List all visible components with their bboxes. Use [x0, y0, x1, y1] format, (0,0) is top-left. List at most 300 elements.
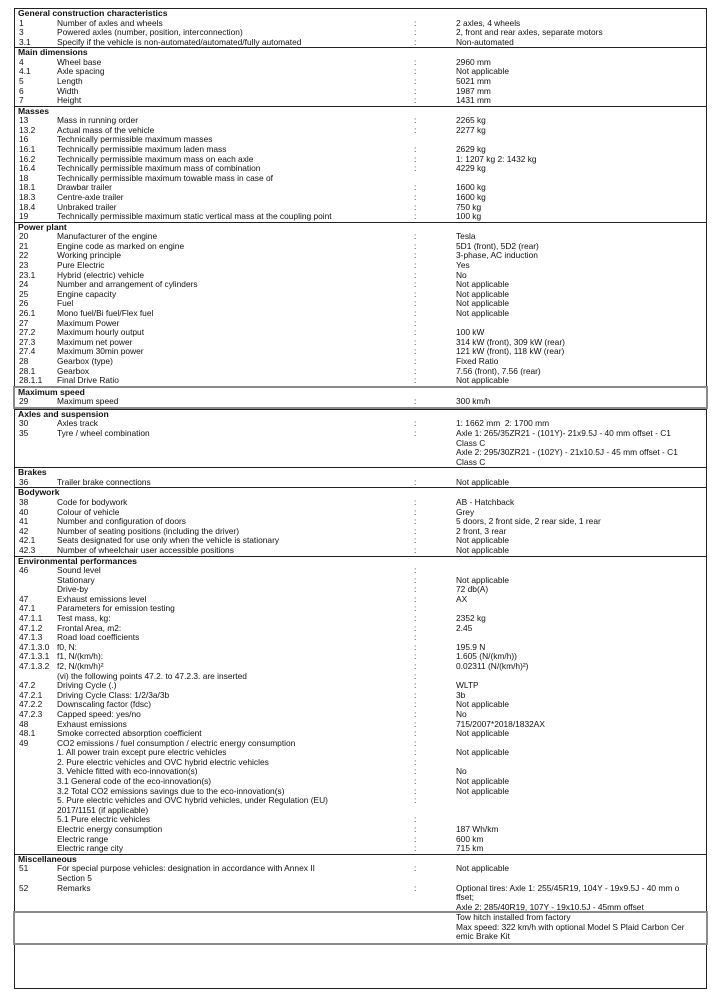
item-label: Unbraked trailer: [57, 202, 117, 212]
item-number: 38: [19, 496, 29, 507]
section-heading: General construction characteristics: [18, 8, 168, 18]
item-number: 42.1: [19, 535, 36, 546]
separator: :: [414, 565, 417, 575]
separator: :: [414, 574, 417, 585]
separator: :: [414, 279, 417, 290]
item-number: 26: [19, 298, 29, 309]
spec-row: [15, 87, 706, 97]
item-value: 100 kg: [456, 212, 482, 222]
item-value: 1600 kg: [456, 193, 486, 202]
spec-row: [15, 614, 706, 624]
certificate-page: [14, 8, 707, 989]
separator: :: [414, 699, 417, 710]
item-label: Maximum net power: [57, 337, 133, 347]
item-label: Electric range: [57, 834, 109, 844]
spec-row: [15, 884, 706, 913]
item-value: 2629 kg: [456, 145, 486, 155]
item-label: Engine capacity: [57, 289, 117, 299]
item-number: 24: [19, 279, 29, 290]
item-value: 715 km: [456, 844, 484, 854]
separator: :: [414, 737, 417, 748]
separator: [414, 135, 456, 145]
separator: :: [414, 833, 417, 844]
item-value: Not applicable: [456, 786, 510, 796]
spec-row: [15, 624, 706, 634]
item-label: Gearbox (type): [57, 357, 113, 366]
spec-row: [15, 145, 706, 155]
spec-row: [15, 419, 706, 429]
spec-row: [15, 38, 706, 48]
item-label: Maximum Power: [57, 318, 120, 328]
item-value: Not applicable: [456, 289, 510, 299]
item-label: Width: [57, 86, 79, 96]
item-number: 7: [19, 95, 24, 106]
item-label: Axle spacing: [57, 67, 105, 77]
item-number: 28.1: [19, 365, 36, 376]
item-number: 22: [19, 250, 29, 261]
item-value: [456, 135, 706, 145]
item-label: Number and configuration of doors: [57, 517, 186, 527]
item-label: Test mass, kg:: [57, 613, 111, 623]
spec-row: [15, 397, 706, 407]
item-value: Not applicable: [456, 545, 510, 555]
item-value: Not applicable: [456, 729, 510, 739]
spec-row: [15, 155, 706, 165]
item-value: 600 km: [456, 834, 484, 844]
spec-row: [15, 367, 706, 377]
item-value: WLTP: [456, 681, 479, 691]
item-label: Frontal Area, m2:: [57, 623, 122, 633]
item-value: 3b: [456, 690, 466, 700]
spec-row: [15, 585, 706, 595]
item-value: 2352 kg: [456, 613, 486, 623]
spec-row: [15, 864, 706, 874]
item-number: 48.1: [19, 728, 36, 739]
spec-row: [15, 232, 706, 242]
spec-row: [15, 429, 706, 467]
separator: :: [414, 269, 417, 280]
item-number: 27.2: [19, 327, 36, 338]
separator: :: [414, 584, 417, 595]
item-number: 47.1.2: [19, 622, 43, 633]
item-number: 23: [19, 260, 29, 271]
section-heading: Brakes: [18, 467, 47, 478]
spec-row: [15, 58, 706, 68]
item-label: Number and arrangement of cylinders: [57, 280, 198, 290]
spec-row: [15, 748, 706, 758]
spec-row: [15, 251, 706, 261]
item-label: Technically permissible maximum mass of combination: [57, 164, 261, 174]
item-value: 2.45: [456, 623, 473, 633]
spec-row: [15, 135, 706, 145]
item-value: 5 doors, 2 front side, 2 rear side, 1 rear: [456, 517, 601, 527]
item-value: Not applicable: [456, 299, 510, 309]
item-label: Gearbox: [57, 366, 90, 376]
separator: [414, 874, 456, 884]
section-heading: Environmental performances: [18, 555, 137, 566]
item-number: 27: [19, 317, 29, 328]
spec-row: [15, 290, 706, 300]
spec-row: [15, 271, 706, 281]
spec-row: [15, 96, 706, 106]
separator: :: [414, 36, 417, 47]
item-number: [15, 796, 57, 806]
separator: :: [414, 718, 417, 729]
spec-row: [15, 77, 706, 87]
item-number: 6: [19, 85, 24, 96]
spec-row: [15, 595, 706, 605]
item-value: 1.605 (N/(km/h)): [456, 652, 517, 662]
separator: :: [414, 670, 417, 681]
item-value: Not applicable: [456, 864, 510, 874]
section-main-dimensions: [15, 47, 706, 105]
item-value: Not applicable: [456, 575, 510, 585]
spec-row: [15, 347, 706, 357]
item-number: 25: [19, 288, 29, 299]
item-label: 2. Pure electric vehicles and OVC hybrid electric vehicles: [57, 757, 269, 767]
item-value: [456, 796, 706, 806]
spec-row: [15, 164, 706, 174]
item-label: Driving Cycle (.): [57, 681, 117, 691]
item-number: 27.3: [19, 336, 36, 347]
item-number: 1: [19, 17, 24, 28]
item-number: 52: [19, 882, 29, 893]
item-number: 49: [19, 737, 29, 748]
item-number: 47.1.3.1: [19, 651, 50, 662]
spec-row: [15, 126, 706, 136]
separator: :: [414, 476, 417, 487]
item-value: No: [456, 767, 467, 777]
item-value: 750 kg: [456, 202, 482, 212]
item-label: Electric energy consumption: [57, 825, 163, 835]
separator: :: [414, 375, 417, 386]
separator: :: [414, 346, 417, 357]
item-label: Centre-axle trailer: [57, 193, 124, 202]
spec-row: [15, 643, 706, 653]
spec-row: [15, 633, 706, 643]
item-number: 3.1: [19, 36, 31, 47]
spec-row: [15, 116, 706, 126]
item-label: Seats designated for use only when the vehicle is stationary: [57, 536, 280, 546]
separator: :: [414, 124, 417, 135]
item-number: 5: [19, 75, 24, 86]
item-label: Fuel: [57, 299, 74, 309]
spec-row: [15, 338, 706, 348]
separator: :: [414, 75, 417, 86]
item-value: [456, 604, 706, 614]
spec-row: [15, 662, 706, 672]
item-label: Smoke corrected absorption coefficient: [57, 729, 202, 739]
item-label: f0, N:: [57, 642, 78, 652]
item-label: Sound level: [57, 566, 101, 575]
item-number: 48: [19, 718, 29, 729]
item-label: (vi) the following points 47.2. to 47.2.3. are inserted: [57, 671, 247, 681]
item-number: [15, 815, 57, 825]
remarks-line-3: emic Brake Kit: [456, 932, 510, 942]
item-number: 4: [19, 56, 24, 67]
separator: :: [414, 632, 417, 643]
item-value: 2 axles, 4 wheels: [456, 18, 521, 28]
item-value: [456, 633, 706, 643]
item-value: 72 db(A): [456, 585, 489, 595]
spec-row: [15, 376, 706, 386]
separator: :: [414, 843, 417, 854]
item-label: Exhaust emissions: [57, 719, 127, 729]
item-label: 3.2 Total CO2 emissions savings due to the eco-innovation(s): [57, 786, 285, 796]
item-number: 19: [19, 211, 29, 222]
section-miscellaneous: [15, 854, 706, 912]
separator: :: [414, 795, 417, 806]
item-value: Not applicable: [456, 280, 510, 290]
separator: :: [414, 506, 417, 517]
item-value: 1: 1662 mm 2: 1700 mm: [456, 419, 550, 429]
spec-row: [15, 67, 706, 77]
item-label: Colour of vehicle: [57, 507, 120, 517]
item-label: Length: [57, 76, 83, 86]
separator: :: [414, 365, 417, 376]
item-label: Stationary: [57, 575, 95, 585]
section-heading: Miscellaneous: [18, 853, 77, 864]
item-number: 18.4: [19, 201, 36, 212]
separator: :: [414, 211, 417, 222]
separator: :: [414, 66, 417, 77]
separator: :: [414, 863, 417, 874]
item-value: 100 kW: [456, 328, 485, 338]
separator: :: [414, 651, 417, 662]
separator: :: [414, 144, 417, 155]
separator: :: [414, 356, 417, 366]
item-number: 47.1: [19, 603, 36, 614]
separator: :: [414, 336, 417, 347]
item-label: Maximum 30min power: [57, 347, 144, 357]
spec-row: [15, 299, 706, 309]
spec-row: [15, 28, 706, 38]
spec-row: [15, 825, 706, 835]
spec-row: [15, 536, 706, 546]
item-number: [15, 835, 57, 845]
spec-row: [15, 767, 706, 777]
spec-row: [15, 796, 706, 806]
spec-row: [15, 203, 706, 213]
item-label: Final Drive Ratio: [57, 376, 119, 386]
item-value: 121 kW (front), 118 kW (rear): [456, 347, 565, 357]
item-number: [15, 787, 57, 797]
spec-row: [15, 566, 706, 576]
item-number: [15, 576, 57, 586]
separator: :: [414, 785, 417, 796]
item-number: 35: [19, 427, 29, 438]
separator: :: [414, 776, 417, 787]
separator: :: [414, 593, 417, 604]
item-number: 47.2.1: [19, 689, 43, 700]
item-value: 2 front, 3 rear: [456, 526, 507, 536]
item-value: 1: 1207 kg 2: 1432 kg: [456, 154, 537, 164]
item-label: Number of axles and wheels: [57, 18, 163, 28]
separator: :: [414, 680, 417, 691]
item-label: f1, N/(km/h):: [57, 652, 104, 662]
item-value: 5021 mm: [456, 76, 491, 86]
item-label: Mass in running order: [57, 116, 138, 126]
item-label: Mono fuel/Bi fuel/Flex fuel: [57, 309, 154, 319]
item-number: 47.1.3.2: [19, 660, 50, 671]
spec-row: [15, 242, 706, 252]
spec-row: [15, 309, 706, 319]
spec-row: [15, 319, 706, 329]
spec-row: [15, 681, 706, 691]
item-value: Axle 1: 265/35ZR21 - (101Y)- 21x9.5J - 40 mm offset - C1 Class C Axle 2: 295/30ZR21 - (102Y) - 21x10.5J - 45 mm offset - C1 Class C: [456, 428, 678, 467]
item-value: No: [456, 270, 467, 280]
separator: :: [414, 396, 417, 407]
separator: :: [414, 882, 417, 893]
spec-row: [15, 193, 706, 203]
item-value: AX: [456, 594, 468, 604]
item-number: [15, 758, 57, 768]
item-label: 2017/1151 (if applicable): [57, 805, 149, 815]
item-number: [15, 825, 57, 835]
spec-row: [15, 498, 706, 508]
spec-row: [15, 174, 706, 184]
separator: :: [414, 201, 417, 212]
separator: :: [414, 192, 417, 202]
item-value: 300 km/h: [456, 397, 491, 407]
spec-table: [15, 9, 706, 912]
item-value: [456, 815, 706, 825]
item-label: 3.1 General code of the eco-innovation(s): [57, 777, 212, 787]
spec-row: [15, 478, 706, 488]
item-label: Technically permissible maximum towable mass in case of: [57, 173, 273, 183]
separator: :: [414, 250, 417, 261]
item-value: 187 Wh/km: [456, 825, 499, 835]
item-label: Electric range city: [57, 844, 124, 854]
section-environmental-performances: [15, 556, 706, 854]
spec-row: [15, 546, 706, 556]
item-label: f2, N/(km/h)²: [57, 661, 104, 671]
item-value: 314 kW (front), 309 kW (rear): [456, 337, 565, 347]
item-value: [456, 806, 706, 816]
spec-row: [15, 720, 706, 730]
item-number: 46: [19, 565, 29, 575]
separator: :: [414, 115, 417, 126]
spec-row: [15, 758, 706, 768]
item-value: [456, 672, 706, 682]
item-number: 13: [19, 115, 29, 126]
separator: :: [414, 535, 417, 546]
item-number: 47.2.3: [19, 708, 43, 719]
item-value: 195.9 N: [456, 642, 486, 652]
item-number: 30: [19, 418, 29, 429]
item-number: 16.2: [19, 153, 36, 164]
item-value: 2265 kg: [456, 116, 486, 126]
separator: :: [414, 525, 417, 536]
item-value: Not applicable: [456, 777, 510, 787]
item-number: 23.1: [19, 269, 36, 280]
item-number: 36: [19, 476, 29, 487]
section-heading: Masses: [18, 105, 50, 116]
spec-row: [15, 729, 706, 739]
item-value: 3-phase, AC induction: [456, 251, 538, 261]
separator: :: [414, 317, 417, 328]
item-number: 47.2.2: [19, 699, 43, 710]
item-value: Not applicable: [456, 67, 510, 77]
section-heading: Bodywork: [18, 487, 60, 498]
remarks-box: [13, 911, 708, 945]
item-label: Height: [57, 96, 82, 106]
item-value: 1431 mm: [456, 96, 491, 106]
item-value: No: [456, 709, 467, 719]
spec-row: [15, 710, 706, 720]
item-label: Pure Electric: [57, 261, 105, 271]
item-label: For special purpose vehicles: designation in accordance with Annex II: [57, 864, 315, 874]
section-axles-and-suspension: [15, 409, 706, 467]
spec-row: [15, 261, 706, 271]
item-value: 2960 mm: [456, 57, 491, 67]
item-label: Technically permissible maximum masses: [57, 135, 213, 145]
item-value: 7.56 (front), 7.56 (rear): [456, 366, 541, 376]
item-number: 28.1.1: [19, 375, 43, 386]
item-label: Wheel base: [57, 57, 102, 67]
separator: :: [414, 612, 417, 623]
item-number: 27.4: [19, 346, 36, 357]
item-label: Drive-by: [57, 585, 89, 595]
spec-row: [15, 844, 706, 854]
separator: :: [414, 95, 417, 106]
item-label: 1. All power train except pure electric vehicles: [57, 748, 227, 758]
separator: :: [414, 728, 417, 739]
separator: :: [414, 496, 417, 507]
separator: :: [414, 240, 417, 251]
item-label: Technically permissible maximum laden mass: [57, 145, 227, 155]
separator: :: [414, 824, 417, 835]
item-label: Road load coefficients: [57, 633, 140, 643]
separator: :: [414, 641, 417, 652]
item-value: Non-automated: [456, 37, 514, 47]
item-value: [456, 319, 706, 329]
spec-row: [15, 874, 706, 884]
item-label: Capped speed: yes/no: [57, 709, 141, 719]
item-label: Drawbar trailer: [57, 183, 112, 193]
item-label: Code for bodywork: [57, 497, 128, 507]
section-general-construction-characteristics: [15, 9, 706, 47]
item-value: [456, 874, 706, 884]
item-label: Actual mass of the vehicle: [57, 125, 155, 135]
item-label: Axles track: [57, 419, 98, 429]
spec-row: [15, 739, 706, 749]
item-number: 47.1.1: [19, 612, 43, 623]
section-heading: Power plant: [18, 221, 67, 232]
spec-row: [15, 212, 706, 222]
item-value: Yes: [456, 261, 470, 271]
item-number: 47.1.3: [19, 632, 43, 643]
item-number: 18.3: [19, 192, 36, 202]
item-number: 42.3: [19, 544, 36, 555]
item-value: 715/2007*2018/1832AX: [456, 719, 545, 729]
item-value: [456, 758, 706, 768]
spec-row: [15, 691, 706, 701]
item-number: 13.2: [19, 124, 36, 135]
section-power-plant: [15, 222, 706, 386]
item-value: Not applicable: [456, 309, 510, 319]
remarks-line-1: Tow hitch installed from factory: [456, 913, 571, 923]
section-brakes: [15, 467, 706, 487]
item-value: 2, front and rear axles, separate motors: [456, 28, 603, 38]
remarks-line-2: Max speed: 322 km/h with optional Model S Plaid Carbon Cer: [456, 922, 685, 932]
spec-row: [15, 652, 706, 662]
separator: :: [414, 766, 417, 777]
separator: :: [414, 603, 417, 614]
item-label: 5. Pure electric vehicles and OVC hybrid vehicles, under Regulation (EU): [57, 796, 328, 806]
separator: :: [414, 747, 417, 758]
item-value: Not applicable: [456, 748, 510, 758]
